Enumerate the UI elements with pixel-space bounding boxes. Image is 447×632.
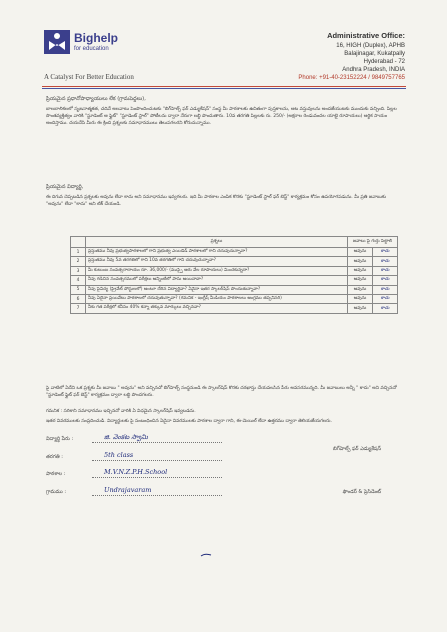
header-divider-red [42,86,406,87]
table-header-answer: జవాబు పై గుర్తు పెట్టాలి [348,237,398,248]
row-number: 1 [71,248,86,257]
address-line: Balajinagar, Kukatpally [344,51,405,57]
office-address-block [255,31,405,81]
field-label-class: తరగతి : [46,454,63,460]
row-question: నీవు ఏదైనా ప్రయివేటు పాఠశాలలో చదువుతున్నావా? (గమనిక - ఇంగ్లీష్ మీడియం పాఠశాలలు ఆంగ్లము తప్పనిసరి) [86,295,348,304]
answer-no-ticked[interactable]: కాదు [373,248,398,257]
row-number: 3 [71,266,86,275]
row-question: ప్రస్తుతము నీవు 5వ తరగతిలో గాని 10వ తరగతిలో గాని చదువుచున్నావా? [86,257,348,266]
row-question: ప్రస్తుతము నీవు ప్రభుత్వపాఠశాలలో గాని ప్రభుత్వ ఎయిడెడ్ పాఠశాలలో గాని చదువుచున్నావా? [86,248,348,257]
signature-organisation: బిగ్‌హెల్ప్ ఫర్ ఎడ్యుకేషన్ [332,446,381,452]
answer-no-ticked[interactable]: కాదు [373,266,398,275]
row-question: నీకు గత పరీక్షలో కనీసం 40% కన్నా తక్కువ మార్కులు వచ్చినవా? [86,304,348,313]
row-number: 2 [71,257,86,266]
row-question: నీవు పైవిద్య (ప్రైవేట్ పోస్టులలో) అంటూ చేరిన విద్యార్థివా? ఏవైనా ఇతర స్కాలర్‌షిప్ పొందుతున్నావా? [86,285,348,294]
answer-no-ticked[interactable]: కాదు [373,304,398,313]
office-title: Administrative Office: [327,31,405,40]
class-value[interactable]: 5th class [104,451,134,459]
footer-contact-note: ఇతర వివరములకు సంప్రదించుడి. విద్యార్థులకు పై సంబంధించిన ఏదైనా వివరములకు పాఠశాల ద్వారా గాని, ఈ-మెయిల్ లేదా ఉత్తరము ద్వారా తెలియజేయగలరు. [46,419,332,424]
table-header-row [71,237,398,248]
table-row [71,276,398,285]
salutation-student: ప్రియమైన విద్యార్థి, [46,184,84,190]
address-line: Hyderabad - 72 [363,59,405,65]
table-header-num [71,237,86,248]
table-row [71,285,398,294]
village-value[interactable]: Undrajavaram [104,486,152,494]
header-divider-blue [42,88,406,89]
table-row [71,295,398,304]
row-number: 4 [71,276,86,285]
answer-yes[interactable]: అవును [348,266,373,275]
row-number: 6 [71,295,86,304]
brand-subtitle: for education [74,46,109,52]
student-name-value[interactable]: జి. వెంకట స్వామి [104,433,148,441]
table-row [71,304,398,313]
brand-name: Bighelp [74,31,118,45]
answer-yes[interactable]: అవును [348,276,373,285]
tagline: A Catalyst For Better Education [44,73,134,81]
table-row [71,266,398,275]
answer-no-ticked[interactable]: కాదు [373,285,398,294]
answer-yes[interactable]: అవును [348,285,373,294]
address-line: 16, HIGH (Duplex), APHB [336,43,405,49]
answer-yes[interactable]: అవును [348,304,373,313]
row-number: 7 [71,304,86,313]
questions-table [70,236,398,314]
row-question: మీ కుటుంబ సంవత్సరాదాయం రూ. 36,000/- (ముప్పై ఆరు వేల రూపాయలు) మించకున్నదా? [86,266,348,275]
table-header-question: ప్రశ్నలు [86,237,348,248]
student-instructions: ఈ దిగువ చెప్పబడిన ప్రశ్నలకు అవును లేదా కాదు అని సమాధానము ఇవ్వగలరు. ఇది మీ పాఠశాల ఎంపిక కొరకు "స్టూడెంట్ స్టాల్ ఫర్ బెస్ట్" కార్యక్రమం కోసం ఉపయోగపడును. మీ ప్రతి జవాబుకు "అవును" లేదా "కాదు" అని టిక్ చేయండి. [46,195,387,208]
answer-yes[interactable]: అవును [348,295,373,304]
bighelp-logo-icon [44,30,70,54]
salutation-headmaster: ప్రియమైన ప్రధానోపాధ్యాయులు లేక (గ్రామపెద్దలు), [46,96,146,102]
pen-mark-icon [200,552,212,558]
answer-yes[interactable]: అవును [348,257,373,266]
answer-yes[interactable]: అవును [348,248,373,257]
signature-title: ఫౌండర్ & ప్రెసిడెంట్ [342,489,381,495]
intro-paragraph: బాలబాలికలలో సృజనాత్మకత, చదివే అలవాటు పెంపొందించుటకు "బిగ్‌హెల్ప్ ఫర్ ఎడ్యుకేషన్" సంస్థ మీ పాఠశాలకు ఉచితంగా పుస్తకాలను, ఆట వస్తువులను అందజేయుటకు ముందుకు వచ్చింది. పిల్లల సొంతవ్యక్తిత్వం వారికి "స్టూడెంట్ ఆ ఫ్లైట్" "స్టూడెంట్ స్టాల్" పోటీలను ద్వారా నేరుగా లబ్ధి పొందుతారు. 10వ తరగతి పిల్లలకు రు. 250/- (అక్షరాల రెండువందల యాభై రూపాయలు) ఆర్థిక సాయం అందిస్తాము. దయచేసి మీరు ఈ క్రింది ప్రశ్నలకు సమాధానములు తెలుపగలరని కోరుచున్నాము. [46,107,397,127]
row-question: నీవు గడిచిన సంవత్సరములో పరీక్షలు అన్నింటిలో పాసు అయినావా? [86,276,348,285]
field-label-village: గ్రామము : [46,489,67,495]
table-row [71,248,398,257]
field-label-school: పాఠశాల : [46,471,66,477]
field-label-student-name: విద్యార్థి పేరు : [46,436,74,442]
footer-note: పై వాటిలో ఏదేని ఒక ప్రశ్నకు మీ జవాబు " అవును" అని వచ్చినచో బిగ్‌హెల్ప్ సంస్థనుండి ఈ స్కాలర్‌షిప్ కొరకు దరఖాస్తు చేయవలసిన పేరు అవసరమున్నది. మీ జవాబులు అన్నీ " కాదు" అని వచ్చినచో "స్టూడెంట్ ఫ్లైట్ ఫర్ బెస్ట్" కార్యక్రమం ద్వారా లబ్ధి పొందగలరు. [46,386,397,399]
office-phone: Phone: +91-40-23152224 / 9849757765 [298,75,405,81]
school-value[interactable]: M.V.N.Z.P.H.School [104,468,168,476]
answer-no-ticked[interactable]: కాదు [373,257,398,266]
answer-no-ticked[interactable]: కాదు [373,276,398,285]
table-row [71,257,398,266]
footer-warning: గమనిక : సరికాని సమాధానము ఇచ్చినచో వారికి ఏ విధమైన స్కాలర్‌షిప్ ఇవ్వబడదు. [46,409,196,414]
row-number: 5 [71,285,86,294]
address-line: Andhra Pradesh, INDIA [342,67,405,73]
answer-no-ticked[interactable]: కాదు [373,295,398,304]
